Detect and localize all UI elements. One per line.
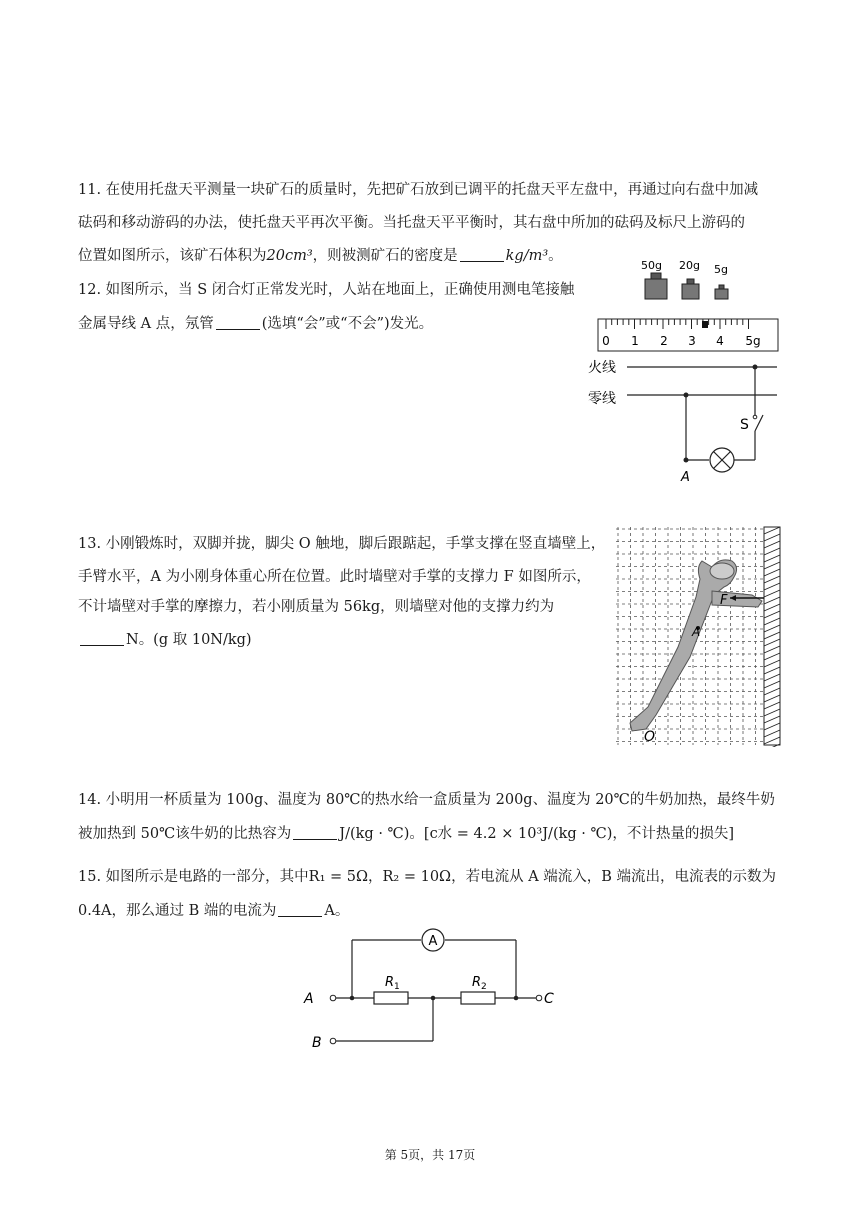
- q11-line-3: [78, 246, 563, 266]
- q11-text-b: ，则被测矿石的密度是: [312, 248, 458, 264]
- weight-50g-label: 50g: [641, 259, 662, 272]
- terminal-c: [536, 995, 542, 1001]
- page-footer: 第 5页，共 17页: [384, 1148, 476, 1162]
- ruler-label-3: 3: [688, 334, 696, 348]
- q11-line-2: 砝码和移动游码的办法，使托盘天平再次平衡。当托盘天平平衡时，其右盘中所加的砝码及标尺上游码的: [78, 215, 745, 231]
- q13-text-b: N。(g 取 10N/kg): [126, 632, 252, 648]
- q13-line-4: [78, 630, 252, 650]
- balance-weights-figure: [595, 255, 785, 355]
- toe-point-label: O: [644, 729, 656, 745]
- ruler-label-1: 1: [631, 334, 639, 348]
- q11-volume: 20cm³: [266, 248, 313, 264]
- q12-text-a: 金属导线 A 点，氖管: [78, 316, 214, 332]
- q12-line-2: [78, 314, 433, 334]
- neutral-wire-label: 零线: [588, 391, 616, 407]
- terminal-b: [330, 1038, 336, 1044]
- wall: [764, 527, 780, 747]
- terminal-b-label: B: [312, 1035, 322, 1051]
- q13-line-2: 手臂水平，A 为小刚身体重心所在位置。此时墙壁对手掌的支撑力 F 如图所示，: [78, 569, 591, 585]
- q15-line-2: [78, 901, 349, 921]
- ruler-label-5g: 5g: [745, 334, 761, 348]
- weight-50g-icon: [645, 273, 667, 299]
- q11-line-1: 11. 在使用托盘天平测量一块矿石的质量时，先把矿石放到已调平的托盘天平左盘中，再通过向右盘中加减: [78, 182, 759, 198]
- switch-label: S: [740, 417, 749, 433]
- weight-5g-label: 5g: [714, 263, 728, 276]
- q14-text-b: J/(kg · ℃)。[c水 = 4.2 × 10³J/(kg · ℃)，不计热量的损失]: [339, 826, 735, 842]
- q12-answer-blank[interactable]: [216, 315, 260, 330]
- ruler-label-0: 0: [602, 334, 610, 348]
- point-a-label: A: [681, 470, 690, 485]
- ammeter-label: A: [428, 934, 438, 949]
- q11-answer-blank[interactable]: [460, 247, 504, 262]
- q14-line-1: 14. 小明用一杯质量为 100g、温度为 80℃的热水给一盒质量为 200g、温度为 20℃的牛奶加热，最终牛奶: [78, 792, 775, 808]
- q15-text-a: 0.4A，那么通过 B 端的电流为: [78, 903, 277, 919]
- q13-answer-blank[interactable]: [80, 631, 124, 646]
- q15-answer-blank[interactable]: [278, 902, 322, 917]
- resistor-circuit-figure: [296, 926, 566, 1056]
- q13-line-3: 不计墙壁对手掌的摩擦力，若小刚质量为 56kg，则墙壁对他的支撑力约为: [78, 599, 555, 615]
- q12-text-b: (选填“会”或“不会”)发光。: [261, 316, 434, 332]
- rider-marker: [702, 321, 708, 328]
- terminal-a-label: A: [304, 991, 314, 1007]
- r2-label: $R_2$: [472, 975, 487, 992]
- household-circuit-figure: [585, 355, 785, 490]
- weight-20g-label: 20g: [679, 259, 700, 272]
- q13-line-1: 13. 小刚锻炼时，双脚并拢，脚尖 O 触地，脚后跟踮起，手掌支撑在竖直墙壁上，: [78, 536, 606, 552]
- ruler-label-2: 2: [660, 334, 668, 348]
- r1-label: $R_1$: [385, 975, 400, 992]
- lamp-icon: [710, 448, 734, 472]
- ruler: [598, 319, 778, 351]
- ruler-label-4: 4: [716, 334, 724, 348]
- q12-line-1: 12. 如图所示，当 S 闭合灯正常发光时，人站在地面上，正确使用测电笔接触: [78, 282, 575, 298]
- center-of-mass-label: A: [692, 625, 701, 639]
- resistor-r1: [374, 992, 408, 1004]
- q14-text-a: 被加热到 50℃该牛奶的比热容为: [78, 826, 292, 842]
- terminal-c-label: C: [544, 991, 554, 1007]
- q11-text-a: 位置如图所示，该矿石体积为: [78, 248, 267, 264]
- resistor-r2: [461, 992, 495, 1004]
- live-wire-label: 火线: [588, 360, 616, 376]
- person-silhouette: [630, 560, 762, 731]
- terminal-a: [330, 995, 336, 1001]
- force-label: F: [720, 593, 728, 608]
- ammeter-icon: [422, 929, 444, 951]
- q14-answer-blank[interactable]: [293, 825, 337, 840]
- q14-line-2: [78, 824, 734, 844]
- weight-5g-icon: [715, 285, 728, 299]
- push-wall-figure: [612, 525, 782, 747]
- q15-line-1: 15. 如图所示是电路的一部分，其中R₁ = 5Ω，R₂ = 10Ω，若电流从 A 端流入，B 端流出，电流表的示数为: [78, 869, 777, 885]
- q11-end: 。: [548, 248, 563, 264]
- q15-text-b: A。: [324, 903, 350, 919]
- q11-unit: kg/m³: [505, 248, 549, 264]
- weight-20g-icon: [682, 279, 699, 299]
